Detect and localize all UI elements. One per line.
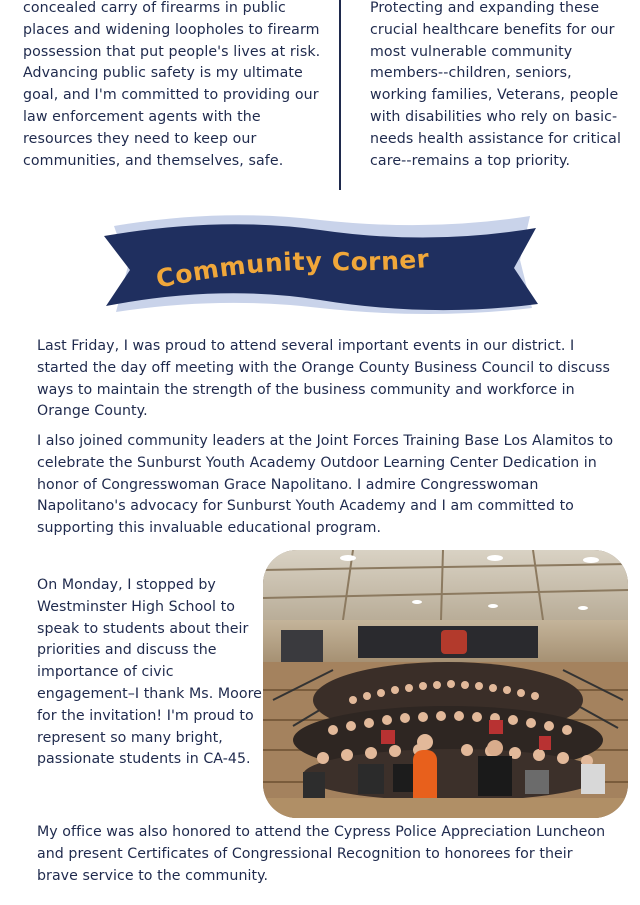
community-corner-banner (100, 208, 540, 326)
students-gym-photo (263, 550, 628, 818)
westminster-high-paragraph: On Monday, I stopped by Westminster High School to speak to students about their priorities and discuss the importance of civic engagement–I thank Ms. Moore for the invitation! I'm proud to represent so many bright, passionate students in CA-45. (37, 577, 262, 768)
sunburst-academy-paragraph: I also joined community leaders at the Joint Forces Training Base Los Alamitos to celebrate the Sunburst Youth Academy Outdoor Learning Center Dedication in honor of Congresswoman Grace Napolitano. I admire Congresswoman Napolitano's advocacy for Sunburst Youth Academy and I am committed to supporting this invaluable educational program. (37, 433, 614, 537)
healthcare-column-text: Protecting and expanding these crucial healthcare benefits for our most vulnerable community members--children, seniors, working families, Veterans, people with disabilities who rely on basic-needs health assistance for critical care--remains a top priority. (370, 0, 622, 169)
business-council-paragraph: Last Friday, I was proud to attend several important events in our district. I started the day off meeting with the Orange County Business Council to discuss ways to maintain the strength of the business community and workforce in Orange County. (37, 338, 610, 420)
public-safety-column-text: concealed carry of firearms in public places and widening loopholes to firearm possession that put people's lives at risk. Advancing public safety is my ultimate goal, and I'm committed to providing our law enforcement agents with the resources they need to keep our communities, and themselves, safe. (23, 0, 321, 169)
banner-title: Community Corner (153, 243, 431, 294)
cypress-police-paragraph: My office was also honored to attend the Cypress Police Appreciation Luncheon and present Certificates of Congressional Recognition to honorees for their brave service to the community. (37, 824, 606, 884)
column-divider (339, 0, 341, 190)
